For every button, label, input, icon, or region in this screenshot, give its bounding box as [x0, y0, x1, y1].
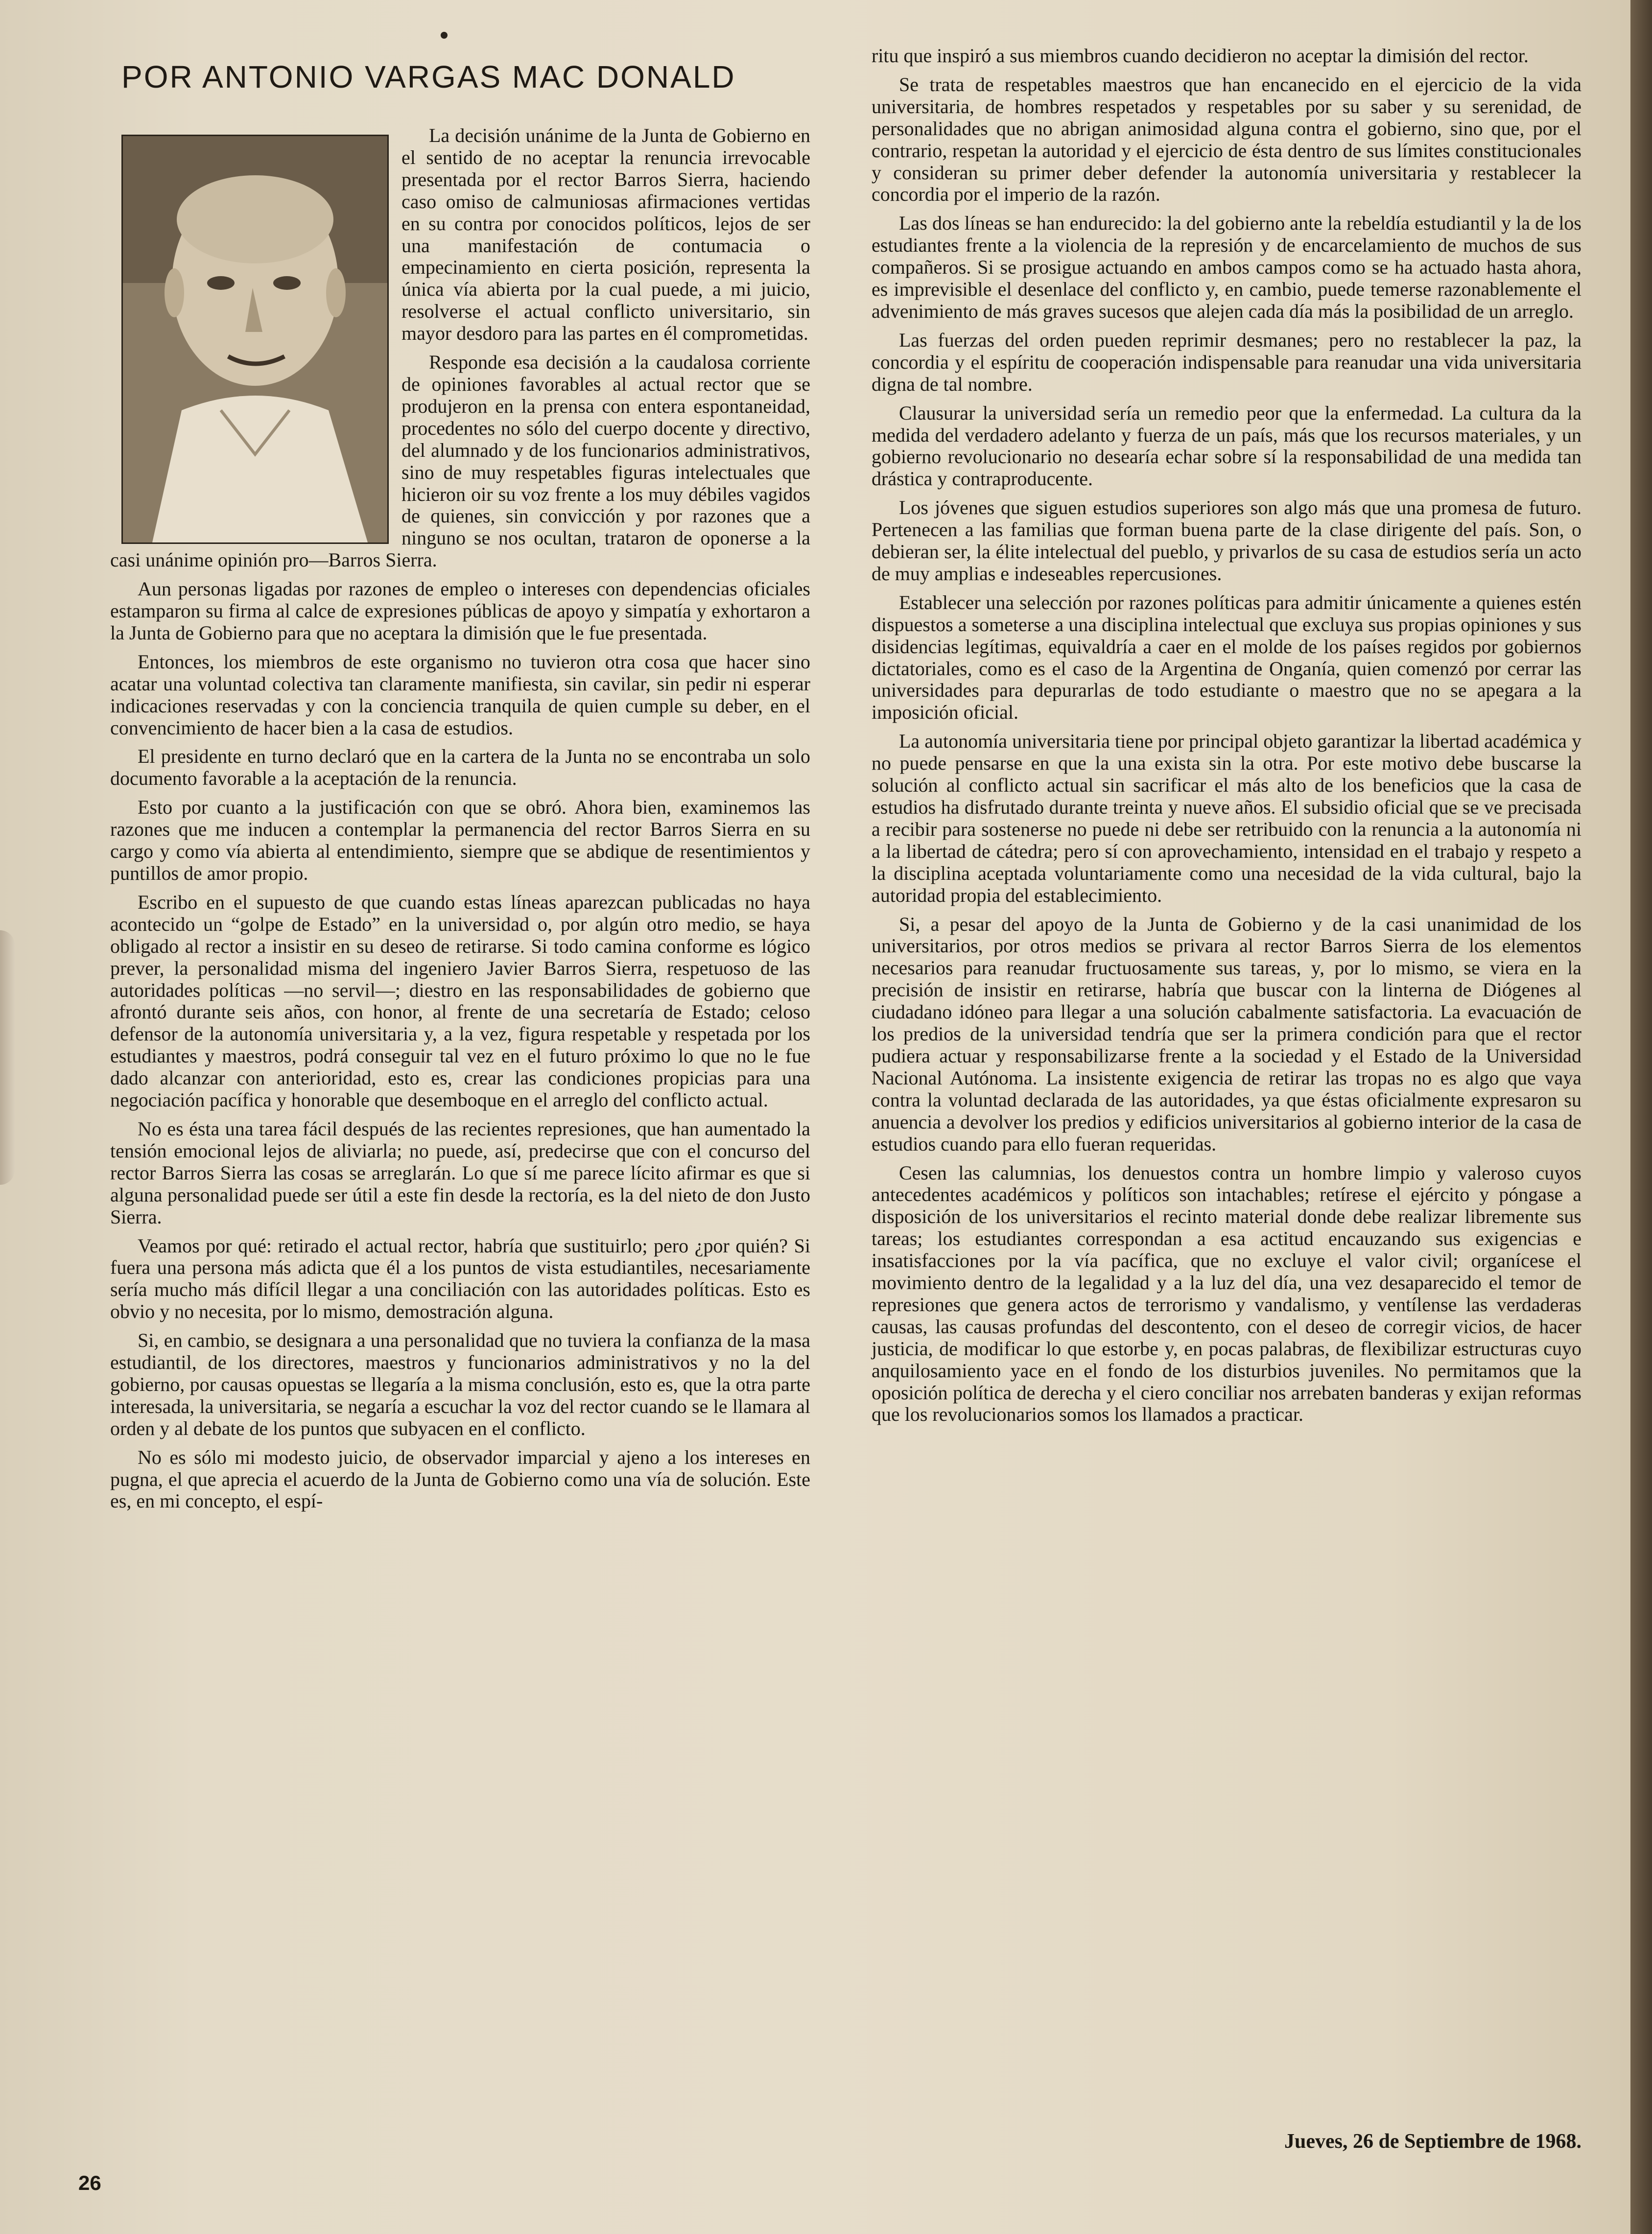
left-column — [110, 125, 810, 1519]
binding-tab — [0, 930, 15, 1185]
paragraph: La autonomía universitaria tiene por principal objeto garantizar la libertad académica y no puede pensarse en que la una exista sin la otra. Por este motivo debe buscarse la solución al conflicto actual sin sacrificar el más alto de los beneficios que la casa de estudios ha disfrutado durante treinta y nueve años. El subsidio oficial que se ve precisada a recibir para sostenerse no puede ni debe ser retribuido con la renuncia a la autonomía ni a la libertad de cátedra; pero sí con aprovechamiento, intensidad en el trabajo y respeto a la disciplina aceptada voluntariamente como una necesidad de la vida cultural, bajo la autoridad propia del establecimiento. — [872, 730, 1581, 906]
paragraph-continued: ritu que inspiró a sus miembros cuando decidieron no aceptar la dimisión del rector. — [872, 45, 1529, 67]
photo-spacer — [110, 125, 401, 546]
paragraph: No es sólo mi modesto juicio, de observador imparcial y ajeno a los intereses en pugna, el que aprecia el acuerdo de la Junta de Gobierno como una vía de solución. Este es, en mi concepto, el espí- — [110, 1446, 810, 1512]
paragraph: Escribo en el supuesto de que cuando estas líneas aparezcan publicadas no haya acontecido un “golpe de Estado” en la universidad o, por algún otro medio, se haya obligado al rector a insistir en su deseo de retirarse. Si todo camina conforme es lógico prever, la personalidad misma del ingeniero Javier Barros Sierra, respetuoso de las autoridades políticas —no servil—; diestro en las responsabilidades de gobierno que afrontó durante seis años, con honor, al frente de una secretaría de Estado; celoso defensor de la autonomía universitaria y, a la vez, figura respetable y respetada por los estudiantes y maestros, podrá conseguir tal vez en el futuro próximo lo que no le fue dado alcanzar con anterioridad, esto es, crear las condiciones propicias para una negociación pacífica y honorable que desemboque en el arreglo del conflicto actual. — [110, 891, 810, 1111]
paragraph: Cesen las calumnias, los denuestos contra un hombre limpio y valeroso cuyos antecedentes académicos y políticos son intachables; retírese el ejército y póngase a disposición de los universitarios el recinto material donde debe realizar libremente sus tareas; los estudiantes correspondan a esa actitud encauzando sus exigencias e insatisfacciones por la vía pacífica, que no excluye el valor civil; organícese el movimiento dentro de la legalidad y a la luz del día, una vez desaparecido el temor de represiones que genera actos de terrorismo y vandalismo, y ventílense las verdaderas causas, las causas profundas del descontento, con el deseo de corregir vicios, de hacer justicia, de modificar lo que estorbe y, en pocas palabras, de flexibilizar estructuras cuyo anquilosamiento yace en el fondo de los disturbios juveniles. No permitamos que la oposición política de derecha y el ciero conciliar nos arrebaten banderas y exijan reformas que los revolucionarios somos los llamados a practicar. — [872, 1161, 1581, 1426]
paragraph: Las fuerzas del orden pueden reprimir desmanes; pero no restablecer la paz, la concordia y el espíritu de cooperación indispensable para reanudar una vida universitaria digna de tal nombre. — [872, 329, 1581, 395]
paragraph: Entonces, los miembros de este organismo no tuvieron otra cosa que hacer sino acatar una voluntad colectiva tan claramente manifiesta, sin cavilar, sin pedir ni esperar indicaciones reservadas y con la conciencia tranquila de quien cumple su deber, en el convencimiento de hacer bien a la casa de estudios. — [110, 650, 810, 739]
paragraph: El presidente en turno declaró que en la cartera de la Junta no se encontraba un solo documento favorable a la aceptación de la renuncia. — [110, 745, 810, 790]
paragraph: Si, a pesar del apoyo de la Junta de Gobierno y de la casi unanimidad de los universitarios, por otros medios se privara al rector Barros Sierra de los elementos necesarios para reanudar fructuosamente sus tareas, y, por lo mismo, se viera en la precisión de insistir en retirarse, habría que buscar con la linterna de Diógenes al ciudadano idóneo para llegar a una solución cabalmente satisfactoria. La evacuación de los predios de la universidad tendría que ser la primera condición para que el rector pudiera actuar y responsabilizarse frente a la sociedad y el Estado de la Universidad Nacional Autónoma. La insistente exigencia de retirar las tropas no es algo que vaya contra la voluntad declarada de las autoridades, ya que éstas oficialmente expresaron su anuencia a devolver los predios y edificios universitarios al gobierno interior de la casa de estudios cuando para ello fueran requeridas. — [872, 913, 1581, 1155]
paragraph: No es ésta una tarea fácil después de las recientes represiones, que han aumentado la tensión emocional lejos de aliviarla; no puede, así, predecirse que con el concurso del rector Barros Sierra las cosas se arreglarán. Lo que sí me parece lícito afirmar es que si alguna personalidad puede ser útil a este fin desde la rectoría, es la del nieto de don Justo Sierra. — [110, 1117, 810, 1228]
paragraph: Clausurar la universidad sería un remedio peor que la enfermedad. La cultura da la medida del verdadero adelanto y fuerza de un país, más que los recursos materiales, y un gobierno revolucionario no desearía echar sobre sí la responsabilidad de una medida tan drástica y contraproducente. — [872, 401, 1581, 490]
ink-dot — [441, 32, 448, 39]
paragraph: Las dos líneas se han endurecido: la del gobierno ante la rebeldía estudiantil y la de los estudiantes frente a la violencia de la represión y de encarcelamiento de muchos de sus compañeros. Si se prosigue actuando en ambos campos como se ha actuado hasta ahora, es imprevisible el desenlace del conflicto y, en cambio, puede temerse razonablemente el advenimiento de más graves sucesos que alejen cada día más la posibilidad de un arreglo. — [872, 212, 1581, 322]
paragraph: Los jóvenes que siguen estudios superiores son algo más que una promesa de futuro. Pertenecen a las familias que forman buena parte de la clase dirigente del país. Son, o debieran ser, la élite intelectual del pueblo, y privarlos de su casa de estudios sería un acto de muy amplias e indeseables repercusiones. — [872, 496, 1581, 585]
right-column — [872, 45, 1581, 1433]
paragraph: Si, en cambio, se designara a una personalidad que no tuviera la confianza de la masa estudiantil, de los directores, maestros y funcionarios administrativos y no la del gobierno, por causas opuestas se llegaría a la misma conclusión, esto es, que la otra parte interesada, la universitaria, se negaría a escuchar la voz del rector cuando se le llamara al orden y al debate de los puntos que subyacen en el conflicto. — [110, 1329, 810, 1439]
paragraph: Responde esa decisión a la caudalosa corriente de opiniones favorables al actual rector que se produjeron en la prensa con entera espontaneidad, procedentes no sólo del cuerpo docente y directivo, del alumnado y de los funcionarios administrativos, sino de muy respetables figuras intelectuales que hicieron oir su voz frente a los muy débiles vagidos de quienes, sin convicción y por razones que a ninguno se nos ocultan, trataron de oponerse a la casi unánime opinión pro—Barros Sierra. — [110, 351, 810, 571]
page-edge-shadow — [1630, 0, 1652, 2234]
paragraph: Establecer una selección por razones políticas para admitir únicamente a quienes estén dispuestos a someterse a una disciplina intelectual que excluya sus propias opiniones y sus disidencias legítimas, equivaldría a caer en el molde de los países regidos por gobiernos dictatoriales, como es el caso de la Argentina de Onganía, quien comenzó por cerrar las universidades para depurarlas de todo estudiante o maestro que no se apegara a la imposición oficial. — [872, 591, 1581, 724]
paragraph: Se trata de respetables maestros que han encanecido en el ejercicio de la vida universitaria, de hombres respetados y respetables por su saber y su serenidad, de personalidades que no abrigan animosidad alguna contra el gobierno, sino que, por el contrario, respetan la autoridad y el ejercicio de ésta dentro de sus límites constitucionales y consideran su primer deber defender la autonomía universitaria y restablecer la concordia por el imperio de la razón. — [872, 73, 1581, 206]
paragraph: La decisión unánime de la Junta de Gobierno en el sentido de no aceptar la renuncia irrevocable presentada por el rector Barros Sierra, haciendo caso omiso de calmuniosas afirmaciones vertidas en su contra por conocidos políticos, lejos de ser una manifestación de contumacia o empecinamiento en cierta posición, representa la única vía abierta por la cual puede, a mi juicio, resolverse el actual conflicto universitario, sin mayor desdoro para las partes en él comprometidas. — [401, 124, 810, 345]
issue-date: Jueves, 26 de Septiembre de 1968. — [1284, 2130, 1581, 2153]
paragraph: Aun personas ligadas por razones de empleo o intereses con dependencias oficiales estamparon su firma al calce de expresiones públicas de apoyo y simpatía y exhortaron a la Junta de Gobierno para que no aceptara la dimisión que le fue presentada. — [110, 578, 810, 644]
paragraph: Veamos por qué: retirado el actual rector, habría que sustituirlo; pero ¿por quién? Si fuera una persona más adicta que él a los puntos de vista estudiantiles, necesariamente sería mucho más difícil llegar a una conciliación con las autoridades políticas. Esto es obvio y no necesita, por lo mismo, demostración alguna. — [110, 1234, 810, 1323]
paragraph: Esto por cuanto a la justificación con que se obró. Ahora bien, examinemos las razones que me inducen a contemplar la permanencia del rector Barros Sierra en su cargo y como vía abierta al entendimiento, siempre que se abdique de resentimientos y puntillos de amor propio. — [110, 796, 810, 884]
page-number: 26 — [78, 2171, 101, 2194]
author-byline: POR ANTONIO VARGAS MAC DONALD — [121, 59, 736, 94]
